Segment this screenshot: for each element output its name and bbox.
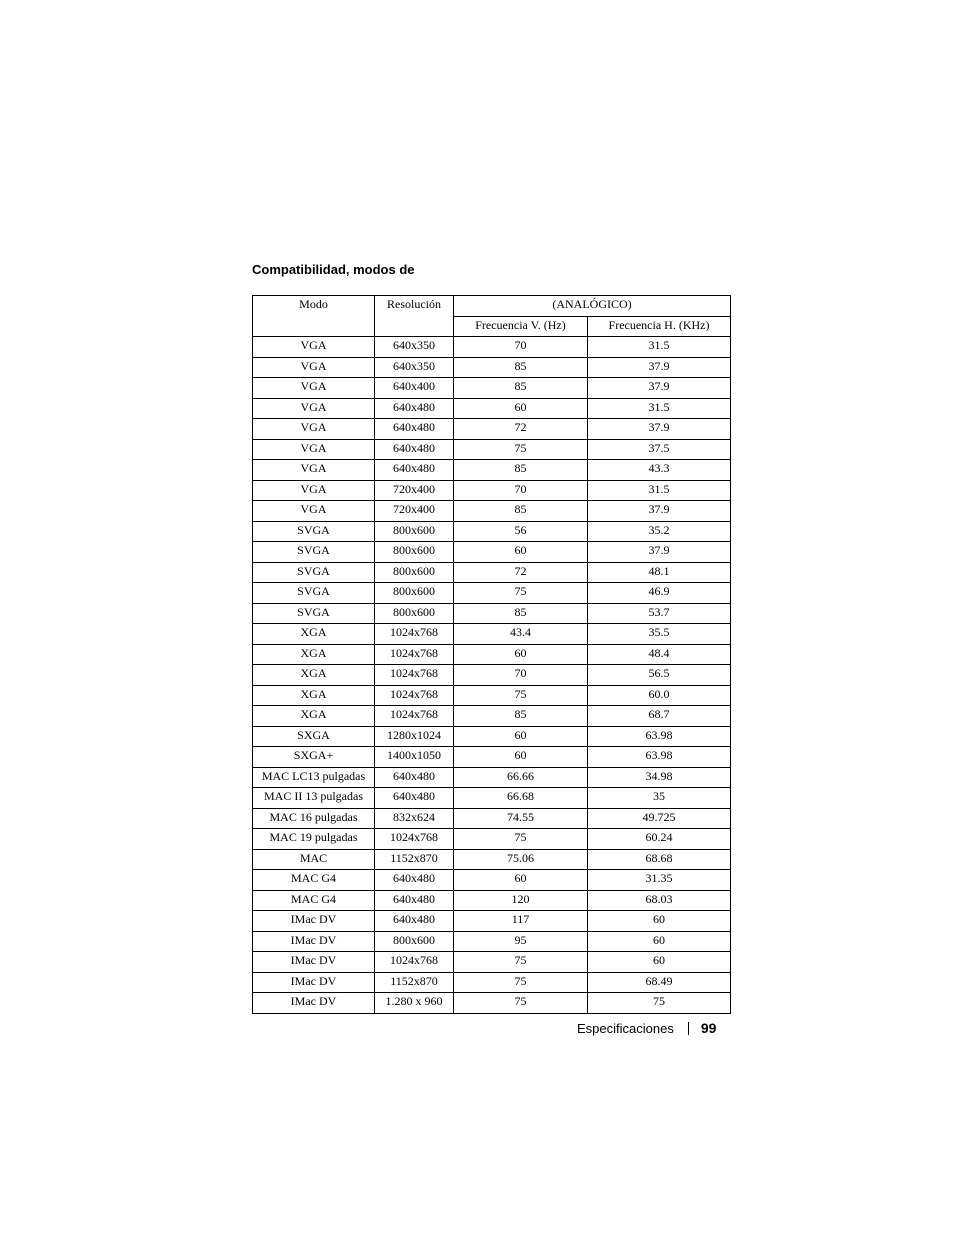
table-row: [253, 419, 731, 440]
cell-hfreq: 60: [588, 931, 731, 952]
cell-resolution: 800x600: [375, 931, 454, 952]
cell-vfreq: 43.4: [454, 624, 588, 645]
cell-hfreq: 35.5: [588, 624, 731, 645]
cell-vfreq: 75: [454, 829, 588, 850]
header-mode: Modo: [253, 296, 375, 337]
table-row: [253, 972, 731, 993]
table-row: [253, 726, 731, 747]
cell-hfreq: 35.2: [588, 521, 731, 542]
table-row: [253, 665, 731, 686]
cell-vfreq: 117: [454, 911, 588, 932]
cell-vfreq: 120: [454, 890, 588, 911]
cell-resolution: 640x400: [375, 378, 454, 399]
table-header-row: [253, 296, 731, 317]
cell-hfreq: 37.9: [588, 378, 731, 399]
cell-hfreq: 68.03: [588, 890, 731, 911]
table-row: [253, 624, 731, 645]
cell-mode: SXGA: [253, 726, 375, 747]
cell-hfreq: 31.35: [588, 870, 731, 891]
cell-hfreq: 63.98: [588, 726, 731, 747]
cell-vfreq: 60: [454, 542, 588, 563]
table-row: [253, 952, 731, 973]
cell-hfreq: 60: [588, 952, 731, 973]
table-row: [253, 890, 731, 911]
cell-vfreq: 75.06: [454, 849, 588, 870]
cell-hfreq: 48.1: [588, 562, 731, 583]
cell-hfreq: 34.98: [588, 767, 731, 788]
cell-vfreq: 75: [454, 685, 588, 706]
table-row: [253, 747, 731, 768]
cell-resolution: 640x480: [375, 460, 454, 481]
cell-mode: XGA: [253, 644, 375, 665]
cell-resolution: 640x350: [375, 357, 454, 378]
cell-mode: IMac DV: [253, 911, 375, 932]
cell-resolution: 1400x1050: [375, 747, 454, 768]
cell-hfreq: 56.5: [588, 665, 731, 686]
cell-hfreq: 68.49: [588, 972, 731, 993]
cell-hfreq: 46.9: [588, 583, 731, 604]
cell-mode: VGA: [253, 501, 375, 522]
cell-hfreq: 37.5: [588, 439, 731, 460]
cell-resolution: 1024x768: [375, 685, 454, 706]
table-row: [253, 808, 731, 829]
table-row: [253, 685, 731, 706]
footer-divider: [688, 1022, 689, 1035]
cell-resolution: 640x480: [375, 870, 454, 891]
cell-mode: XGA: [253, 624, 375, 645]
table-row: [253, 501, 731, 522]
cell-resolution: 640x350: [375, 337, 454, 358]
cell-mode: VGA: [253, 357, 375, 378]
cell-resolution: 640x480: [375, 398, 454, 419]
cell-hfreq: 37.9: [588, 542, 731, 563]
cell-vfreq: 60: [454, 644, 588, 665]
cell-vfreq: 70: [454, 480, 588, 501]
cell-hfreq: 37.9: [588, 357, 731, 378]
page-footer: [577, 1020, 716, 1036]
cell-vfreq: 60: [454, 870, 588, 891]
cell-hfreq: 31.5: [588, 480, 731, 501]
cell-hfreq: 37.9: [588, 501, 731, 522]
cell-resolution: 640x480: [375, 890, 454, 911]
cell-resolution: 640x480: [375, 767, 454, 788]
cell-hfreq: 63.98: [588, 747, 731, 768]
cell-mode: MAC LC13 pulgadas: [253, 767, 375, 788]
cell-mode: VGA: [253, 398, 375, 419]
cell-mode: SVGA: [253, 583, 375, 604]
cell-mode: VGA: [253, 337, 375, 358]
cell-hfreq: 60.0: [588, 685, 731, 706]
cell-resolution: 720x400: [375, 501, 454, 522]
table-row: [253, 911, 731, 932]
cell-vfreq: 85: [454, 501, 588, 522]
table-row: [253, 378, 731, 399]
cell-hfreq: 49.725: [588, 808, 731, 829]
table-body: [253, 337, 731, 1014]
cell-resolution: 832x624: [375, 808, 454, 829]
footer-section-label: Especificaciones: [577, 1021, 674, 1036]
cell-vfreq: 95: [454, 931, 588, 952]
cell-vfreq: 85: [454, 706, 588, 727]
table-row: [253, 767, 731, 788]
cell-mode: MAC G4: [253, 870, 375, 891]
cell-hfreq: 75: [588, 993, 731, 1014]
cell-mode: MAC 16 pulgadas: [253, 808, 375, 829]
header-resolution: Resolución: [375, 296, 454, 337]
cell-vfreq: 85: [454, 378, 588, 399]
cell-mode: VGA: [253, 419, 375, 440]
table-row: [253, 562, 731, 583]
cell-resolution: 800x600: [375, 521, 454, 542]
cell-mode: SVGA: [253, 562, 375, 583]
table-row: [253, 706, 731, 727]
cell-vfreq: 70: [454, 665, 588, 686]
cell-mode: IMac DV: [253, 972, 375, 993]
header-hfreq: Frecuencia H. (KHz): [588, 316, 731, 337]
table-row: [253, 849, 731, 870]
cell-hfreq: 37.9: [588, 419, 731, 440]
cell-mode: XGA: [253, 665, 375, 686]
cell-hfreq: 60: [588, 911, 731, 932]
cell-vfreq: 75: [454, 439, 588, 460]
table-row: [253, 993, 731, 1014]
cell-vfreq: 60: [454, 747, 588, 768]
cell-hfreq: 48.4: [588, 644, 731, 665]
cell-resolution: 640x480: [375, 788, 454, 809]
cell-mode: SXGA+: [253, 747, 375, 768]
cell-vfreq: 75: [454, 972, 588, 993]
cell-mode: IMac DV: [253, 952, 375, 973]
cell-vfreq: 66.68: [454, 788, 588, 809]
cell-resolution: 640x480: [375, 911, 454, 932]
table-row: [253, 583, 731, 604]
table-row: [253, 542, 731, 563]
cell-resolution: 1024x768: [375, 952, 454, 973]
cell-mode: MAC G4: [253, 890, 375, 911]
cell-mode: MAC 19 pulgadas: [253, 829, 375, 850]
cell-resolution: 800x600: [375, 583, 454, 604]
table-row: [253, 870, 731, 891]
cell-vfreq: 75: [454, 583, 588, 604]
cell-vfreq: 85: [454, 603, 588, 624]
cell-vfreq: 72: [454, 419, 588, 440]
cell-resolution: 1024x768: [375, 624, 454, 645]
cell-resolution: 640x480: [375, 439, 454, 460]
table-row: [253, 931, 731, 952]
table-row: [253, 644, 731, 665]
cell-hfreq: 35: [588, 788, 731, 809]
cell-resolution: 1280x1024: [375, 726, 454, 747]
cell-hfreq: 31.5: [588, 398, 731, 419]
cell-mode: XGA: [253, 685, 375, 706]
cell-mode: SVGA: [253, 542, 375, 563]
section-title: Compatibilidad, modos de: [252, 262, 415, 277]
table-row: [253, 829, 731, 850]
cell-hfreq: 43.3: [588, 460, 731, 481]
cell-resolution: 1024x768: [375, 706, 454, 727]
cell-vfreq: 66.66: [454, 767, 588, 788]
cell-mode: VGA: [253, 439, 375, 460]
cell-resolution: 1024x768: [375, 665, 454, 686]
table-row: [253, 788, 731, 809]
cell-resolution: 800x600: [375, 603, 454, 624]
cell-mode: MAC II 13 pulgadas: [253, 788, 375, 809]
page-number: 99: [700, 1020, 717, 1036]
table-row: [253, 460, 731, 481]
cell-hfreq: 68.68: [588, 849, 731, 870]
cell-hfreq: 68.7: [588, 706, 731, 727]
table-row: [253, 398, 731, 419]
cell-resolution: 1152x870: [375, 972, 454, 993]
cell-hfreq: 53.7: [588, 603, 731, 624]
cell-mode: IMac DV: [253, 993, 375, 1014]
cell-resolution: 1024x768: [375, 829, 454, 850]
cell-mode: SVGA: [253, 603, 375, 624]
cell-vfreq: 85: [454, 357, 588, 378]
cell-mode: VGA: [253, 460, 375, 481]
cell-mode: IMac DV: [253, 931, 375, 952]
cell-vfreq: 72: [454, 562, 588, 583]
cell-mode: XGA: [253, 706, 375, 727]
table-row: [253, 357, 731, 378]
header-vfreq: Frecuencia V. (Hz): [454, 316, 588, 337]
header-analog-group: (ANALÓGICO): [454, 296, 731, 317]
cell-resolution: 1024x768: [375, 644, 454, 665]
cell-mode: VGA: [253, 480, 375, 501]
cell-mode: SVGA: [253, 521, 375, 542]
cell-resolution: 720x400: [375, 480, 454, 501]
table-row: [253, 521, 731, 542]
cell-resolution: 800x600: [375, 562, 454, 583]
cell-resolution: 800x600: [375, 542, 454, 563]
cell-vfreq: 74.55: [454, 808, 588, 829]
cell-resolution: 1152x870: [375, 849, 454, 870]
table-row: [253, 337, 731, 358]
cell-vfreq: 56: [454, 521, 588, 542]
cell-mode: MAC: [253, 849, 375, 870]
cell-mode: VGA: [253, 378, 375, 399]
cell-hfreq: 31.5: [588, 337, 731, 358]
compatibility-modes-table: [252, 295, 731, 1014]
table-row: [253, 439, 731, 460]
table-row: [253, 480, 731, 501]
cell-resolution: 1.280 x 960: [375, 993, 454, 1014]
cell-vfreq: 85: [454, 460, 588, 481]
table-row: [253, 603, 731, 624]
cell-vfreq: 75: [454, 993, 588, 1014]
cell-vfreq: 60: [454, 398, 588, 419]
cell-resolution: 640x480: [375, 419, 454, 440]
cell-vfreq: 75: [454, 952, 588, 973]
cell-hfreq: 60.24: [588, 829, 731, 850]
cell-vfreq: 60: [454, 726, 588, 747]
cell-vfreq: 70: [454, 337, 588, 358]
